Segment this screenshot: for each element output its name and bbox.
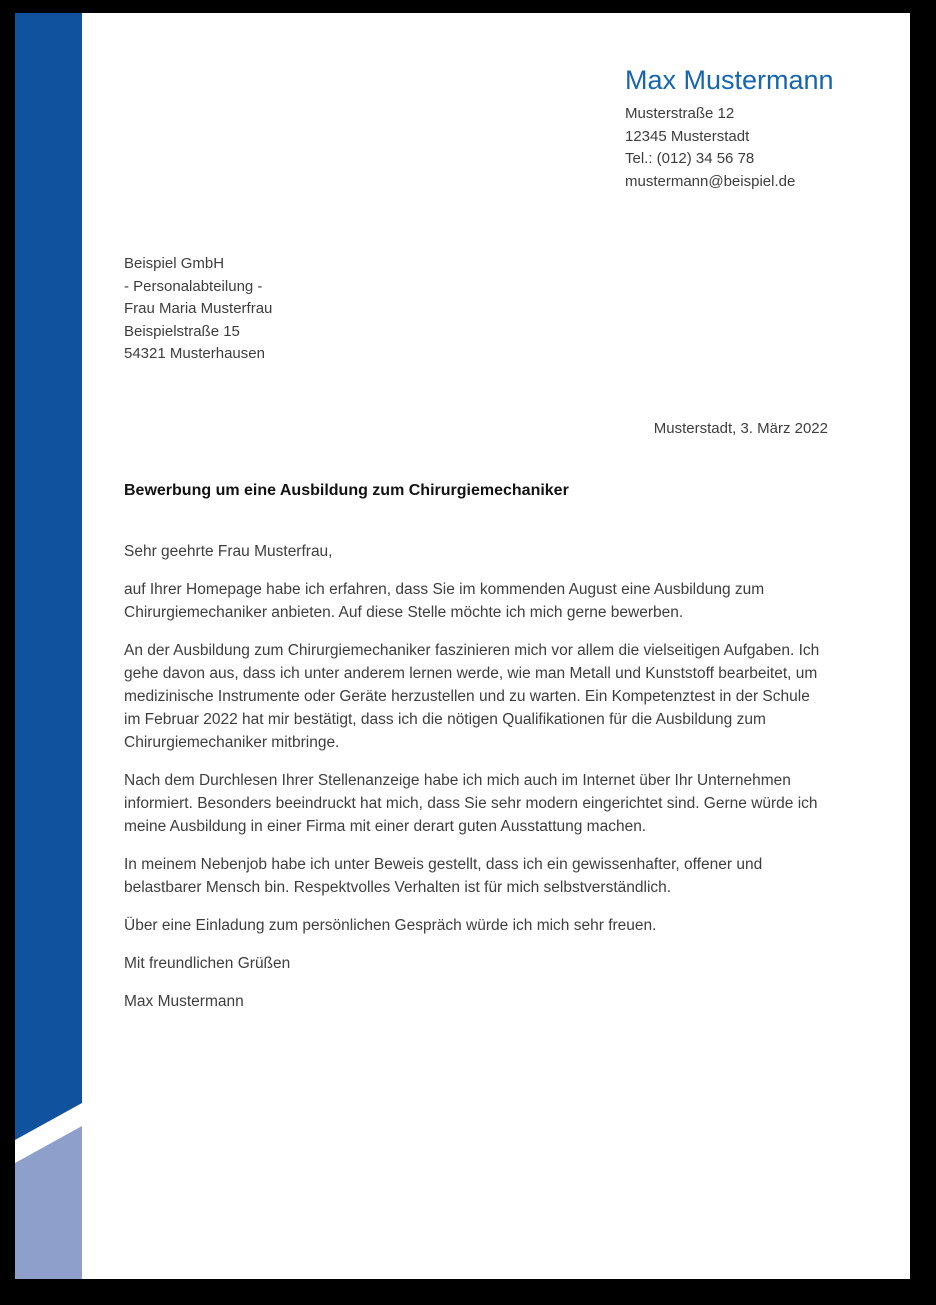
left-accent-stripe [15, 13, 82, 1279]
salutation: Sehr geehrte Frau Musterfrau, [124, 543, 333, 560]
subject-line: Bewerbung um eine Ausbildung zum Chirurgiemechaniker [124, 482, 569, 499]
letter-page [15, 13, 910, 1279]
paragraph-3: Nach dem Durchlesen Ihrer Stellenanzeige habe ich mich auch im Internet über Ihr Unternehmen informiert. Besonders beeindruckt hat mich, dass Sie sehr modern eingerichtet sind. Gerne würde ich meine Ausbildung in einer Firma mit einer derart guten Ausstattung machen. [124, 772, 818, 835]
sender-block [625, 63, 895, 193]
recipient-street: Beispielstraße 15 [124, 322, 240, 340]
recipient-contact-person: Frau Maria Musterfrau [124, 300, 273, 317]
accent-stripe-light-blue [15, 13, 82, 1279]
recipient-block [124, 253, 474, 366]
closing-phrase: Mit freundlichen Grüßen [124, 955, 291, 972]
sender-email: mustermann@beispiel.de [625, 172, 796, 190]
sender-phone: Tel.: (012) 34 56 78 [625, 150, 755, 167]
sender-name: Max Mustermann [625, 65, 834, 95]
recipient-department: - Personalabteilung - [124, 277, 263, 295]
paragraph-5: Über eine Einladung zum persönlichen Gespräch würde ich mich sehr freuen. [124, 917, 657, 934]
signature-name: Max Mustermann [124, 993, 244, 1010]
accent-stripe-dark-blue [15, 13, 82, 1279]
recipient-company: Beispiel GmbH [124, 255, 225, 272]
paragraph-4: In meinem Nebenjob habe ich unter Beweis gestellt, dass ich ein gewissenhafter, offener und belastbarer Mensch bin. Respektvolles Verhalten ist für mich selbstverständlich. [124, 856, 763, 896]
sender-street: Musterstraße 12 [625, 105, 735, 122]
paragraph-1: auf Ihrer Homepage habe ich erfahren, dass Sie im kommenden August eine Ausbildung zum Chirurgiemechaniker anbieten. Auf diese Stelle möchte ich mich gerne bewerben. [124, 581, 765, 621]
sender-city: 12345 Musterstadt [625, 127, 750, 145]
date-line: Musterstadt, 3. März 2022 [653, 420, 828, 437]
letter-body [124, 540, 830, 1028]
recipient-city: 54321 Musterhausen [124, 345, 265, 362]
paragraph-2: An der Ausbildung zum Chirurgiemechaniker faszinieren mich vor allem die vielseitigen Aufgaben. Ich gehe davon aus, dass ich unter anderem lernen werde, wie man Metall und Kunststoff bearbeitet, um medizinische Instrumente oder Geräte herzustellen und zu warten. Ein Kompetenztest in der Schule im Februar 2022 hat mir bestätigt, dass ich die nötigen Qualifikationen für die Ausbildung zum Chirurgiemechaniker mitbringe. [124, 642, 820, 751]
